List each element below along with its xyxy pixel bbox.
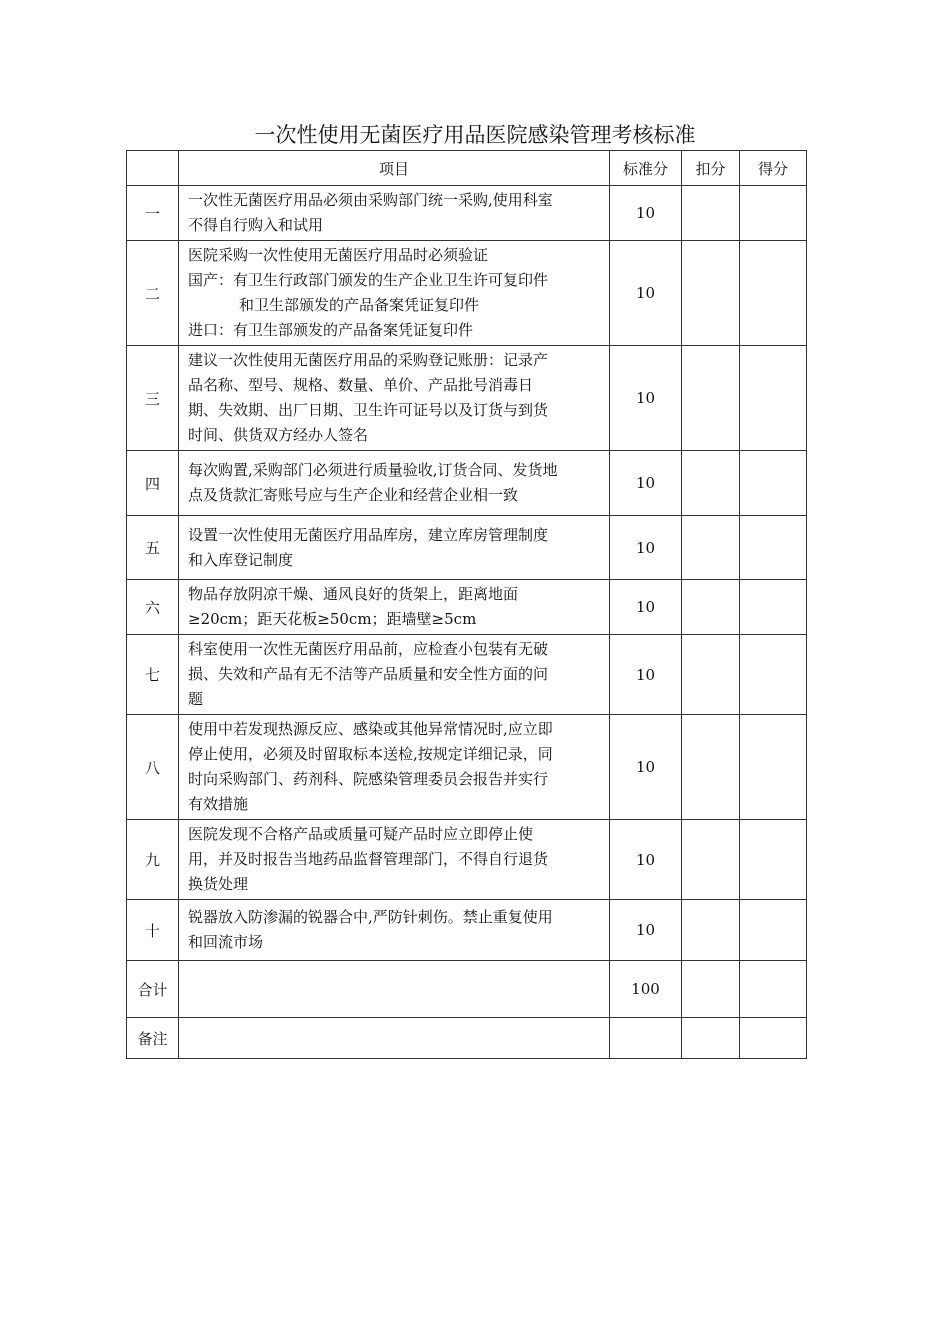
table-row <box>127 715 807 820</box>
row-score-cell[interactable] <box>740 451 807 516</box>
header-item: 项目 <box>179 151 610 186</box>
row-standard-points: 10 <box>610 820 682 900</box>
item-line: 不得自行购入和试用 <box>188 216 324 234</box>
total-deduction-cell[interactable] <box>682 961 740 1018</box>
row-item-text <box>179 346 610 451</box>
remark-label: 备注 <box>127 1018 179 1059</box>
row-score-cell[interactable] <box>740 820 807 900</box>
row-score-cell[interactable] <box>740 186 807 241</box>
row-item-text <box>179 900 610 961</box>
row-number: 六 <box>127 580 179 635</box>
item-line: 一次性无菌医疗用品必须由采购部门统一采购,使用科室 <box>188 191 553 209</box>
row-number: 九 <box>127 820 179 900</box>
remark-score-cell <box>740 1018 807 1059</box>
row-item-text <box>179 241 610 346</box>
item-line: 有效措施 <box>188 795 249 813</box>
row-item-text <box>179 451 610 516</box>
row-number: 七 <box>127 635 179 715</box>
row-score-cell[interactable] <box>740 900 807 961</box>
row-deduction-cell[interactable] <box>682 580 740 635</box>
table-row <box>127 346 807 451</box>
row-number: 八 <box>127 715 179 820</box>
row-number: 一 <box>127 186 179 241</box>
item-line: ≥20cm；距天花板≥50cm；距墙壁≥5cm <box>188 610 477 628</box>
row-standard-points: 10 <box>610 241 682 346</box>
item-line: 医院发现不合格产品或质量可疑产品时应立即停止使 <box>188 825 534 843</box>
row-deduction-cell[interactable] <box>682 820 740 900</box>
row-item-text <box>179 516 610 580</box>
item-line: 和入库登记制度 <box>188 550 294 569</box>
row-deduction-cell[interactable] <box>682 715 740 820</box>
table-row <box>127 580 807 635</box>
total-item-cell <box>179 961 610 1018</box>
item-line: 题 <box>188 690 204 708</box>
row-deduction-cell[interactable] <box>682 900 740 961</box>
header-deduction: 扣分 <box>682 151 740 186</box>
item-line: 用，并及时报告当地药品监督管理部门，不得自行退货 <box>188 850 549 868</box>
item-line: 点及货款汇寄账号应与生产企业和经营企业相一致 <box>188 486 519 504</box>
table-row <box>127 241 807 346</box>
row-score-cell[interactable] <box>740 635 807 715</box>
item-line: 建议一次性使用无菌医疗用品的采购登记账册：记录产 <box>188 351 549 369</box>
item-line: 时向采购部门、药剂科、院感染管理委员会报告并实行 <box>188 770 549 788</box>
row-standard-points: 10 <box>610 346 682 451</box>
row-number: 二 <box>127 241 179 346</box>
item-line: 国产：有卫生行政部门颁发的生产企业卫生许可复印件 <box>188 271 549 289</box>
item-line: 设置一次性使用无菌医疗用品库房，建立库房管理制度 <box>188 525 549 544</box>
row-standard-points: 10 <box>610 900 682 961</box>
total-standard-points: 100 <box>610 961 682 1018</box>
item-line: 停止使用，必须及时留取标本送检,按规定详细记录，同 <box>188 745 553 763</box>
row-standard-points: 10 <box>610 715 682 820</box>
assessment-table <box>126 150 807 1059</box>
row-deduction-cell[interactable] <box>682 346 740 451</box>
row-deduction-cell[interactable] <box>682 186 740 241</box>
remark-text-cell[interactable] <box>179 1018 610 1059</box>
row-deduction-cell[interactable] <box>682 516 740 580</box>
row-item-text <box>179 820 610 900</box>
item-line: 每次购置,采购部门必须进行质量验收,订货合同、发货地 <box>188 461 558 479</box>
table-row <box>127 820 807 900</box>
item-line: 进口：有卫生部颁发的产品备案凭证复印件 <box>188 321 474 339</box>
total-label: 合计 <box>127 961 179 1018</box>
item-line: 医院采购一次性使用无菌医疗用品时必须验证 <box>188 246 489 264</box>
item-line: 期、失效期、出厂日期、卫生许可证号以及订货与到货 <box>188 401 549 419</box>
table-row <box>127 516 807 580</box>
remark-row <box>127 1018 807 1059</box>
item-line: 物品存放阴凉干燥、通风良好的货架上，距离地面 <box>188 585 519 603</box>
row-item-text <box>179 715 610 820</box>
row-standard-points: 10 <box>610 451 682 516</box>
row-score-cell[interactable] <box>740 241 807 346</box>
table-row <box>127 900 807 961</box>
row-item-text <box>179 635 610 715</box>
table-row <box>127 186 807 241</box>
row-standard-points: 10 <box>610 580 682 635</box>
item-line: 损、失效和产品有无不洁等产品质量和安全性方面的问 <box>188 665 549 683</box>
row-score-cell[interactable] <box>740 346 807 451</box>
row-number: 十 <box>127 900 179 961</box>
remark-standard-cell <box>610 1018 682 1059</box>
row-item-text <box>179 580 610 635</box>
header-blank-cell <box>127 151 179 186</box>
row-item-text <box>179 186 610 241</box>
row-number: 四 <box>127 451 179 516</box>
header-standard-points: 标准分 <box>610 151 682 186</box>
remark-deduction-cell <box>682 1018 740 1059</box>
table-header-row <box>127 151 807 186</box>
item-line: 锐器放入防渗漏的锐器合中,严防针刺伤。禁止重复使用 <box>188 908 553 926</box>
row-deduction-cell[interactable] <box>682 241 740 346</box>
item-line: 科室使用一次性无菌医疗用品前，应检查小包装有无破 <box>188 640 549 658</box>
page-title: 一次性使用无菌医疗用品医院感染管理考核标准 <box>254 123 696 147</box>
row-number: 三 <box>127 346 179 451</box>
table-row <box>127 451 807 516</box>
row-number: 五 <box>127 516 179 580</box>
table-row <box>127 635 807 715</box>
item-line: 品名称、型号、规格、数量、单价、产品批号消毒日 <box>188 376 534 394</box>
row-standard-points: 10 <box>610 516 682 580</box>
row-standard-points: 10 <box>610 635 682 715</box>
item-line: 和卫生部颁发的产品备案凭证复印件 <box>239 296 480 314</box>
total-score-cell[interactable] <box>740 961 807 1018</box>
row-score-cell[interactable] <box>740 580 807 635</box>
item-line: 换货处理 <box>188 875 249 893</box>
row-score-cell[interactable] <box>740 516 807 580</box>
row-deduction-cell[interactable] <box>682 635 740 715</box>
row-score-cell[interactable] <box>740 715 807 820</box>
item-line: 时间、供货双方经办人签名 <box>188 426 369 444</box>
total-row <box>127 961 807 1018</box>
row-deduction-cell[interactable] <box>682 451 740 516</box>
row-standard-points: 10 <box>610 186 682 241</box>
item-line: 和回流市场 <box>188 933 264 951</box>
item-line: 使用中若发现热源反应、感染或其他异常情况时,应立即 <box>188 720 553 738</box>
header-score: 得分 <box>740 151 807 186</box>
